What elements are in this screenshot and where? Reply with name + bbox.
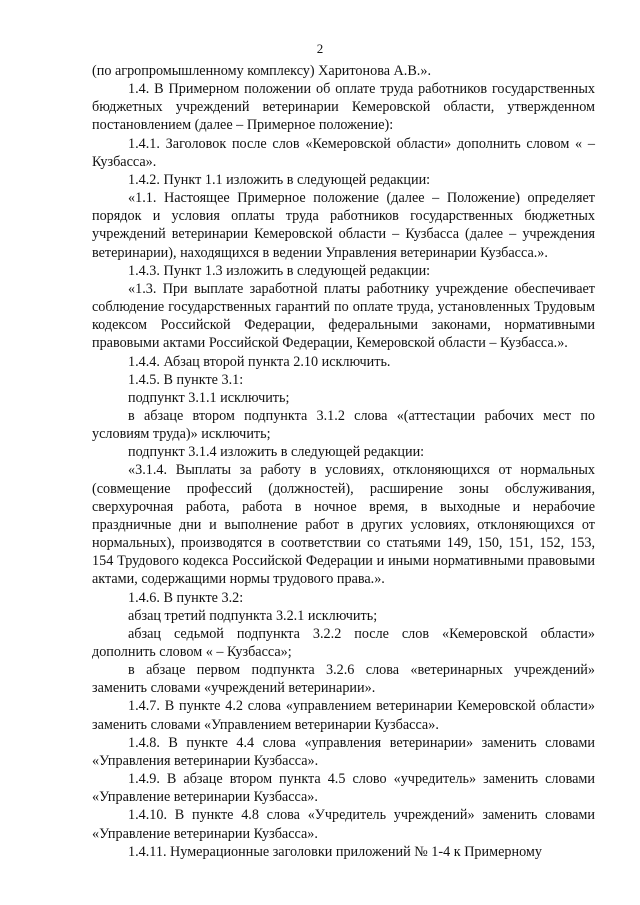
paragraph: 1.4.10. В пункте 4.8 слова «Учредитель учреждений» заменить словами «Управление ветеринарии Кузбасса». <box>92 807 595 842</box>
paragraph: «1.1. Настоящее Примерное положение (далее – Положение) определяет порядок и условия оплаты труда работников государственных бюджетных учреждений ветеринарии Кемеровской области – Кузбасса (далее – учреждения ветеринарии), находящихся в ведении Управления ветеринарии Кузбасса.». <box>92 190 595 261</box>
paragraph: 1.4.9. В абзаце втором пункта 4.5 слово «учредитель» заменить словами «Управление ветеринарии Кузбасса». <box>92 771 595 806</box>
paragraph: 1.4.4. Абзац второй пункта 2.10 исключить. <box>128 353 391 370</box>
paragraph: 1.4.5. В пункте 3.1: <box>128 371 244 388</box>
paragraph: подпункт 3.1.4 изложить в следующей редакции: <box>128 444 425 461</box>
paragraph: 1.4.8. В пункте 4.4 слова «управления ветеринарии» заменить словами «Управления ветеринарии Кузбасса». <box>92 734 595 769</box>
paragraph: 1.4.1. Заголовок после слов «Кемеровской области» дополнить словом « – Кузбасса». <box>92 135 595 170</box>
paragraph: в абзаце первом подпункта 3.2.6 слова «ветеринарных учреждений» заменить словами «учреждений ветеринарии». <box>92 662 595 697</box>
paragraph: 1.4.11. Нумерационные заголовки приложений № 1-4 к Примерному <box>128 843 542 860</box>
paragraph: абзац седьмой подпункта 3.2.2 после слов «Кемеровской области» дополнить словом « – Кузбасса»; <box>92 625 595 660</box>
paragraph: «3.1.4. Выплаты за работу в условиях, отклоняющихся от нормальных (совмещение профессий (должностей), расширение зоны обслуживания, сверхурочная работа, работа в ночное время, в выходные и нерабочие праздничные дни и выполнение работ в других условиях, отклоняющихся от нормальных), производятся в соответствии со статьями 149, 150, 151, 152, 153, 154 Трудового кодекса Российской Федерации и иными нормативными правовыми актами, содержащими нормы трудового права.». <box>92 462 595 588</box>
paragraph: подпункт 3.1.1 исключить; <box>128 389 290 406</box>
paragraph: 1.4.7. В пункте 4.2 слова «управлением ветеринарии Кемеровской области» заменить словами «Управлением ветеринарии Кузбасса». <box>92 698 595 733</box>
paragraph: в абзаце втором подпункта 3.1.2 слова «(аттестации рабочих мест по условиям труда)» исключить; <box>92 407 595 443</box>
paragraph: 1.4.2. Пункт 1.1 изложить в следующей редакции: <box>128 171 431 188</box>
page-number: 2 <box>316 41 324 56</box>
paragraph: абзац третий подпункта 3.2.1 исключить; <box>128 607 378 624</box>
paragraph: «1.3. При выплате заработной платы работнику учреждение обеспечивает соблюдение государственных гарантий по оплате труда, установленных Трудовым кодексом Российской Федерации, федеральными законами, нормативными правовыми актами Российской Федерации, Кемеровской области – Кузбасса.». <box>92 280 595 352</box>
paragraph: 1.4. В Примерном положении об оплате труда работников государственных бюджетных учреждений ветеринарии Кемеровской области, утвержденном постановлением (далее – Примерное положение): <box>92 81 595 134</box>
paragraph: 1.4.6. В пункте 3.2: <box>128 589 244 606</box>
paragraph: (по агропромышленному комплексу) Харитонова А.В.». <box>92 63 431 79</box>
document-body <box>92 62 595 861</box>
paragraph: 1.4.3. Пункт 1.3 изложить в следующей редакции: <box>128 262 431 279</box>
